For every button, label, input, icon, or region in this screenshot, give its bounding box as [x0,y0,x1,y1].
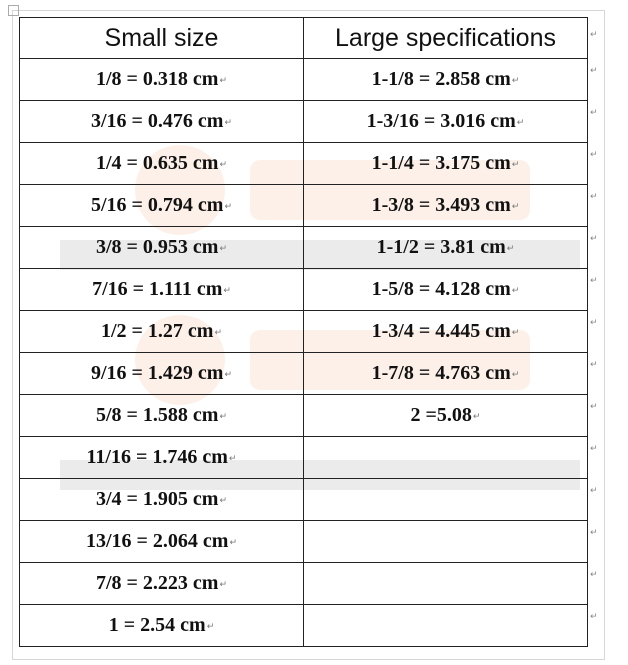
table-move-handle[interactable] [8,5,19,16]
table-row [20,59,588,101]
cell-value: 7/8 = 2.223 cm [95,572,219,594]
paragraph-mark-icon: ↵ [219,412,228,422]
cell-value: 1-5/8 = 4.128 cm [371,278,511,300]
table-row [20,563,588,605]
cell-value: 1/8 = 0.318 cm [95,68,219,90]
cell-large-spec[interactable] [304,437,588,479]
table-row [20,185,588,227]
table-row [20,311,588,353]
cell-small-size[interactable] [20,353,304,395]
row-end-mark-icon: ↵ [590,234,598,244]
row-end-mark-icon: ↵ [590,444,598,454]
cell-large-spec[interactable] [304,605,588,647]
cell-large-spec[interactable] [304,311,588,353]
header-large-specifications[interactable]: Large specifications [304,18,588,59]
paragraph-mark-icon: ↵ [224,202,233,212]
cell-value: 5/16 = 0.794 cm [90,194,224,216]
table-row [20,479,588,521]
cell-small-size[interactable] [20,605,304,647]
table-row [20,227,588,269]
cell-small-size[interactable] [20,479,304,521]
cell-large-spec[interactable] [304,59,588,101]
cell-value: 3/8 = 0.953 cm [95,236,219,258]
cell-large-spec[interactable] [304,269,588,311]
table-row [20,521,588,563]
cell-value: 11/16 = 1.746 cm [86,446,228,468]
paragraph-mark-icon: ↵ [219,580,228,590]
cell-large-spec[interactable] [304,227,588,269]
cell-small-size[interactable] [20,59,304,101]
paragraph-mark-icon: ↵ [219,244,228,254]
row-end-mark-icon: ↵ [590,150,598,160]
cell-small-size[interactable] [20,311,304,353]
cell-small-size[interactable] [20,437,304,479]
table-row [20,143,588,185]
cell-value: 3/4 = 1.905 cm [95,488,219,510]
cell-value: 13/16 = 2.064 cm [85,530,229,552]
cell-value: 1-3/4 = 4.445 cm [371,320,511,342]
cell-value: 5/8 = 1.588 cm [95,404,219,426]
row-end-mark-icon: ↵ [590,108,598,118]
paragraph-mark-icon: ↵ [511,76,520,86]
cell-small-size[interactable] [20,395,304,437]
cell-small-size[interactable] [20,185,304,227]
row-end-mark-icon: ↵ [590,486,598,496]
table-row [20,437,588,479]
cell-large-spec[interactable] [304,185,588,227]
paragraph-mark-icon: ↵ [511,202,520,212]
cell-value: 1-1/2 = 3.81 cm [376,236,506,258]
cell-value: 3/16 = 0.476 cm [90,110,224,132]
paragraph-mark-icon: ↵ [511,370,520,380]
cell-value: 1/2 = 1.27 cm [100,320,214,342]
row-end-mark-icon: ↵ [590,612,598,622]
cell-value: 1/4 = 0.635 cm [95,152,219,174]
row-end-mark-icon: ↵ [590,192,598,202]
table-row [20,269,588,311]
row-end-mark-icon: ↵ [590,570,598,580]
row-end-mark-icon: ↵ [590,402,598,412]
cell-large-spec[interactable] [304,143,588,185]
conversion-table [19,17,588,647]
row-end-mark-icon: ↵ [590,528,598,538]
table-row [20,101,588,143]
cell-value: 2 =5.08 [410,404,472,426]
cell-value: 1-3/16 = 3.016 cm [366,110,516,132]
paragraph-mark-icon: ↵ [219,160,228,170]
paragraph-mark-icon: ↵ [223,286,231,296]
cell-value: 9/16 = 1.429 cm [90,362,224,384]
paragraph-mark-icon: ↵ [506,244,515,254]
paragraph-mark-icon: ↵ [214,328,223,338]
cell-value: 1-1/8 = 2.858 cm [371,68,511,90]
paragraph-mark-icon: ↵ [224,118,233,128]
paragraph-mark-icon: ↵ [229,538,238,548]
paragraph-mark-icon: ↵ [224,370,233,380]
header-small-size[interactable]: Small size [20,18,304,59]
cell-small-size[interactable] [20,521,304,563]
paragraph-mark-icon: ↵ [228,454,237,464]
paragraph-mark-icon: ↵ [511,286,520,296]
row-end-mark-icon: ↵ [590,360,598,370]
cell-small-size[interactable] [20,269,304,311]
row-end-mark-icon: ↵ [590,318,598,328]
table-row [20,605,588,647]
cell-large-spec[interactable] [304,101,588,143]
row-end-mark-icon: ↵ [590,66,598,76]
row-end-mark-icon: ↵ [590,276,598,286]
paragraph-mark-icon: ↵ [511,328,520,338]
cell-value: 1-1/4 = 3.175 cm [371,152,511,174]
paragraph-mark-icon: ↵ [472,412,481,422]
cell-value: 7/16 = 1.111 cm [92,278,223,300]
table-row [20,353,588,395]
cell-small-size[interactable] [20,143,304,185]
cell-value: 1-7/8 = 4.763 cm [371,362,511,384]
cell-small-size[interactable] [20,563,304,605]
cell-large-spec[interactable] [304,353,588,395]
paragraph-mark-icon: ↵ [511,160,520,170]
cell-large-spec[interactable] [304,479,588,521]
table-header-row [20,18,588,59]
cell-large-spec[interactable] [304,521,588,563]
paragraph-mark-icon: ↵ [206,622,215,632]
cell-large-spec[interactable] [304,563,588,605]
cell-value: 1-3/8 = 3.493 cm [371,194,511,216]
paragraph-mark-icon: ↵ [516,118,525,128]
row-end-mark-icon: ↵ [590,30,598,40]
cell-small-size[interactable] [20,227,304,269]
paragraph-mark-icon: ↵ [219,496,228,506]
cell-small-size[interactable] [20,101,304,143]
cell-value: 1 = 2.54 cm [108,614,206,636]
paragraph-mark-icon: ↵ [219,76,228,86]
cell-large-spec[interactable] [304,395,588,437]
table-row [20,395,588,437]
